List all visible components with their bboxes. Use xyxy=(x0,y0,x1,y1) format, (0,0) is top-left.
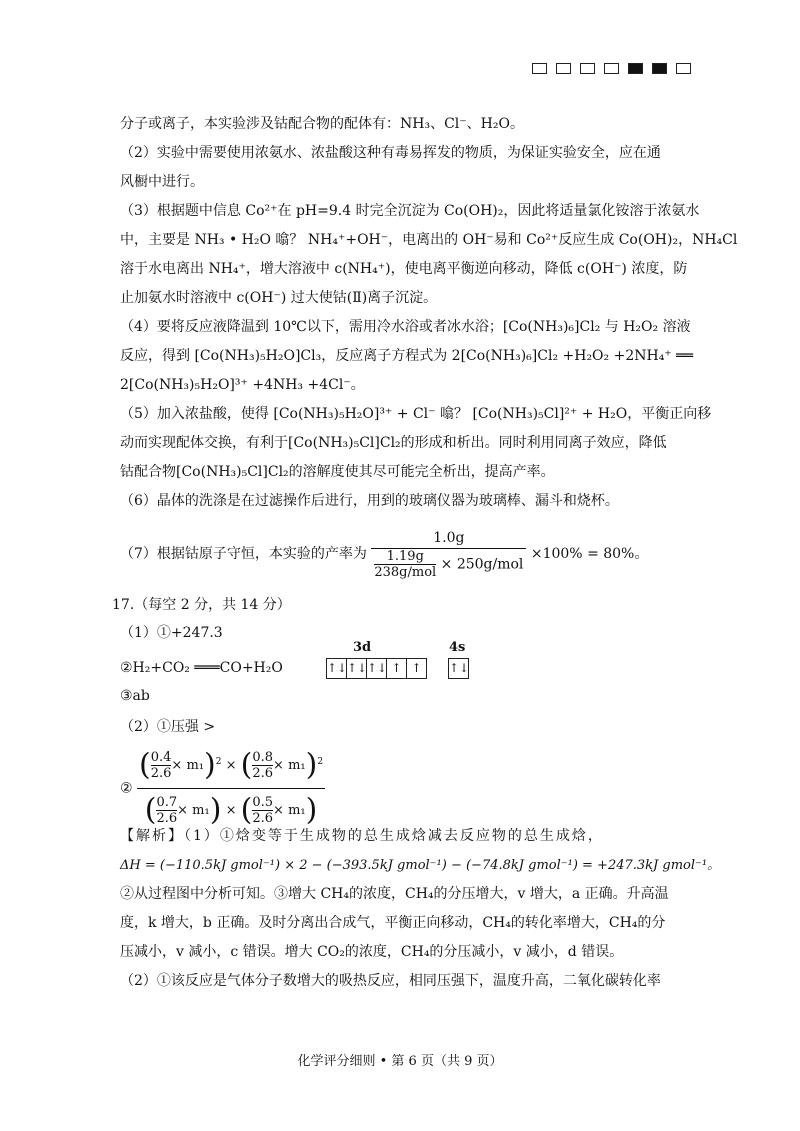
molar-den: 238g/mol xyxy=(374,565,437,580)
q16-line: 中，主要是 NH₃ • H₂O 噏？ NH₄⁺+OH⁻，电离出的 OH⁻易和 Co²⁺反应生成 Co(OH)₂，NH₄Cl xyxy=(120,232,738,248)
mark-square xyxy=(532,63,547,74)
orbital-box: ↑↓ xyxy=(326,658,346,679)
term-den: 2.6 xyxy=(156,811,178,826)
explanation-line: ②从过程图中分析可知。③增大 CH₄的浓度，CH₄的分压增大，v 增大，a 正确。升高温 xyxy=(120,886,669,902)
explanation-line: 度，k 增大，b 正确。及时分离出合成气，平衡正向移动，CH₄的转化率增大，CH₄的分 xyxy=(120,915,666,931)
orbital-box: ↑ xyxy=(406,658,427,679)
explanation-line: 压减小，v 减小，c 错误。增大 CO₂的浓度，CH₄的分压减小，v 减小，d 错误。 xyxy=(120,944,624,960)
yield-denominator xyxy=(371,549,526,580)
molar-fraction xyxy=(374,549,436,580)
term-num: 0.7 xyxy=(156,795,178,810)
q16-line: （2）实验中需要使用浓氨水、浓盐酸这种有毒易挥发的物质，为保证实验安全，应在通 xyxy=(120,145,661,161)
mark-square xyxy=(676,63,691,74)
exponent: 2 xyxy=(215,757,222,767)
orbital-diagram-3d xyxy=(326,658,427,679)
orbital-box: ↑↓ xyxy=(448,658,469,679)
q17-answer-2: ②H₂+CO₂ ═══CO+H₂O xyxy=(120,660,283,676)
q17-explanation xyxy=(120,822,721,996)
mark-square xyxy=(604,63,619,74)
orbital-label-4s: 4s xyxy=(449,640,466,655)
page-footer: 化学评分细则 • 第 6 页（共 9 页） xyxy=(297,1054,503,1069)
term xyxy=(252,750,273,781)
yield-fraction xyxy=(371,528,526,580)
molar-tail: × 250g/mol xyxy=(440,556,524,573)
mark-square-filled xyxy=(628,63,643,74)
explanation-line: ΔH = (−110.5kJ gmol⁻¹) × 2 − (−393.5kJ gmol⁻¹) − (−74.8kJ gmol⁻¹) = +247.3kJ gmol⁻¹。 xyxy=(120,858,721,873)
q16-line: 溶于水电离出 NH₄⁺，增大溶液中 c(NH₄⁺)，使电离平衡逆向移动，降低 c(OH⁻) 浓度，防 xyxy=(120,261,688,277)
term-mass: × m₁ xyxy=(171,758,204,773)
term-mass: × m₁ xyxy=(273,758,306,773)
kp-numerator: ( $\frac{0.4}{2.6}$ × m₁)$^2$ × ( $\frac{0.8}{2.6}$ × m₁)$^2$ xyxy=(137,744,325,789)
page-header-marks xyxy=(523,62,691,78)
kp-fraction xyxy=(137,744,325,833)
term-den: 2.6 xyxy=(252,766,274,781)
kp-expression xyxy=(120,744,325,833)
q16-line: 分子或离子，本实验涉及钴配合物的配体有：NH₃、Cl⁻、H₂O。 xyxy=(120,116,524,132)
yield-numerator: 1.0g xyxy=(371,528,526,549)
yield-end: 。 xyxy=(634,546,649,562)
times-sign: × xyxy=(225,803,237,818)
q16-line: 风橱中进行。 xyxy=(120,174,204,190)
kp-prefix: ② xyxy=(120,780,133,797)
term xyxy=(151,750,172,781)
q16-line: （5）加入浓盐酸，使得 [Co(NH₃)₅H₂O]³⁺ + Cl⁻ 噏？ [Co(NH₃)₅Cl]²⁺ + H₂O，平衡正向移 xyxy=(120,406,712,422)
term-num: 0.8 xyxy=(252,750,274,765)
yield-result: ×100% = 80% xyxy=(530,546,635,562)
q17-answer-3: ③ab xyxy=(120,688,150,704)
mark-square xyxy=(556,63,571,74)
q16-line: 反应，得到 [Co(NH₃)₅H₂O]Cl₃，反应离子方程式为 2[Co(NH₃)₆]Cl₂ +H₂O₂ +2NH₄⁺ ══ xyxy=(120,348,694,364)
times-sign: × xyxy=(225,758,237,773)
term-den: 2.6 xyxy=(150,766,172,781)
term-den: 2.6 xyxy=(252,811,274,826)
term-mass: × m₁ xyxy=(273,803,306,818)
q16-line: （3）根据题中信息 Co²⁺在 pH=9.4 时完全沉淀为 Co(OH)₂，因此将适量氯化铵溶于浓氨水 xyxy=(120,203,700,219)
q16-line: 止加氨水时溶液中 c(OH⁻) 过大使钴(Ⅱ)离子沉淀。 xyxy=(120,290,438,306)
orbital-box: ↑ xyxy=(386,658,406,679)
q16-line: 2[Co(NH₃)₅H₂O]³⁺ +4NH₃ +4Cl⁻。 xyxy=(120,377,365,393)
orbital-box: ↑↓ xyxy=(346,658,366,679)
term-num: 0.5 xyxy=(252,795,274,810)
q16-line: （4）要将反应液降温到 10℃以下，需用冷水浴或者冰水浴；[Co(NH₃)₆]Cl₂ 与 H₂O₂ 溶液 xyxy=(120,319,691,335)
q16-line: 钴配合物[Co(NH₃)₅Cl]Cl₂的溶解度使其尽可能完全析出，提高产率。 xyxy=(120,464,555,480)
orbital-label-3d: 3d xyxy=(353,640,372,655)
molar-num: 1.19g xyxy=(374,549,436,565)
q17-answer-1: （1）①+247.3 xyxy=(120,625,223,641)
q16-answers xyxy=(120,110,738,516)
explanation-line: （2）①该反应是气体分子数增大的吸热反应，相同压强下，温度升高，二氧化碳转化率 xyxy=(120,973,661,989)
q16-line: （6）晶体的洗涤是在过滤操作后进行，用到的玻璃仪器为玻璃棒、漏斗和烧杯。 xyxy=(120,493,619,509)
kp-denominator: ( $\frac{0.7}{2.6}$ × m₁) × ( $\frac{0.5}{2.6}$ × m₁) xyxy=(144,792,318,828)
mark-square xyxy=(580,63,595,74)
explanation-line: 【解析】（1）①焓变等于生成物的总生成焓减去反应物的总生成焓， xyxy=(120,828,604,844)
term-mass: × m₁ xyxy=(177,803,210,818)
term-num: 0.4 xyxy=(150,750,172,765)
exponent: 2 xyxy=(317,757,324,767)
orbital-diagram-4s xyxy=(448,658,469,679)
yield-prefix: （7）根据钴原子守恒，本实验的产率为 xyxy=(120,546,367,562)
q17-answer-b1: （2）①压强 > xyxy=(120,719,216,735)
q17-heading: 17.（每空 2 分，共 14 分） xyxy=(112,597,291,613)
orbital-box: ↑↓ xyxy=(366,658,386,679)
q16-line: 动而实现配体交换，有利于[Co(NH₃)₅Cl]Cl₂的形成和析出。同时利用同离子效应，降低 xyxy=(120,435,667,451)
mark-square-filled xyxy=(652,63,667,74)
q16-yield-line xyxy=(120,528,648,580)
